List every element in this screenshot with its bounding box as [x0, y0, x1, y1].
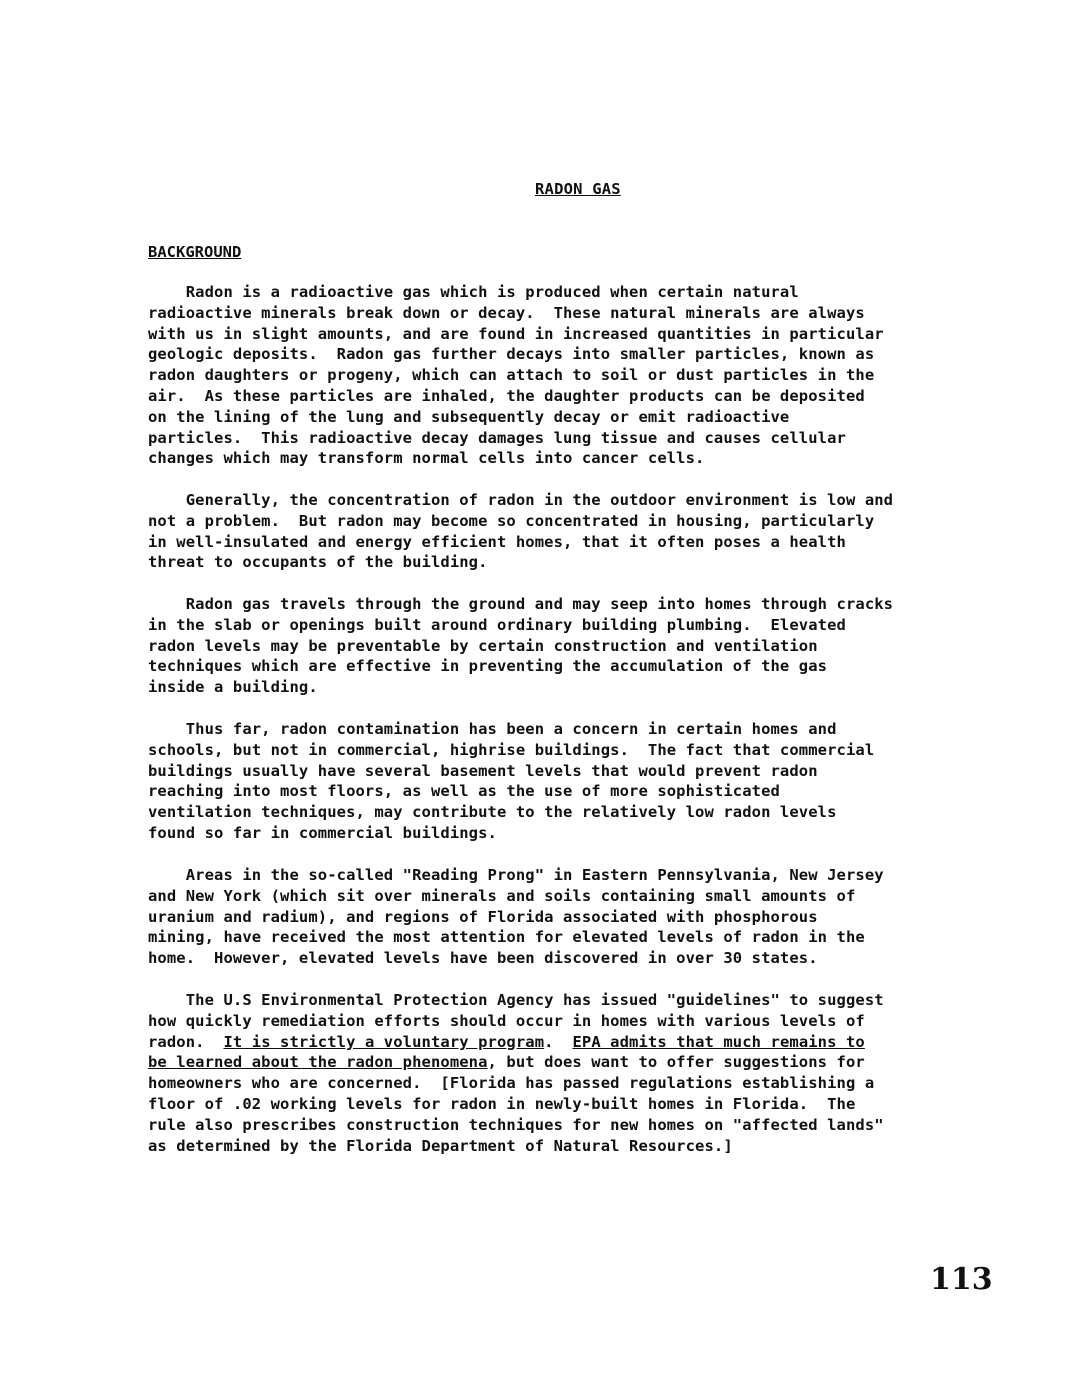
text-line	[148, 1052, 1008, 1073]
text-line: The U.S Environmental Protection Agency has issued "guidelines" to suggest	[148, 991, 884, 1009]
paragraph-5	[148, 865, 1008, 969]
text-line: in well-insulated and energy efficient homes, that it often poses a health	[148, 532, 846, 551]
paragraph-4	[148, 719, 1008, 844]
text-line: threat to occupants of the building.	[148, 553, 488, 572]
paragraph-1	[148, 282, 1008, 469]
text-line: found so far in commercial buildings.	[148, 823, 497, 842]
section-heading: BACKGROUND	[148, 243, 242, 261]
text-line: and New York (which sit over minerals and soils containing small amounts of	[148, 886, 856, 905]
text-line: air. As these particles are inhaled, the daughter products can be deposited	[148, 386, 865, 405]
text-run: .	[544, 1032, 573, 1051]
text-line: Areas in the so-called "Reading Prong" in Eastern Pennsylvania, New Jersey	[148, 866, 884, 884]
paragraph-2	[148, 490, 1008, 573]
text-line: Generally, the concentration of radon in the outdoor environment is low and	[148, 491, 894, 509]
text-line: particles. This radioactive decay damages lung tissue and causes cellular	[148, 428, 846, 447]
text-line: homeowners who are concerned. [Florida has passed regulations establishing a	[148, 1074, 875, 1093]
paragraph-3	[148, 594, 1008, 698]
text-line: radioactive minerals break down or decay. These natural minerals are always	[148, 303, 865, 322]
text-line: with us in slight amounts, and are found in increased quantities in particular	[148, 324, 884, 343]
text-line: home. However, elevated levels have been discovered in over 30 states.	[148, 949, 818, 968]
text-line: schools, but not in commercial, highrise buildings. The fact that commercial	[148, 740, 875, 759]
text-line: uranium and radium), and regions of Florida associated with phosphorous	[148, 907, 818, 926]
text-line: ventilation techniques, may contribute to the relatively low radon levels	[148, 803, 837, 822]
text-line: Radon is a radioactive gas which is produced when certain natural	[148, 283, 799, 301]
underlined-phrase-epa: EPA admits that much remains to	[572, 1032, 865, 1051]
text-line: not a problem. But radon may become so concentrated in housing, particularly	[148, 511, 875, 530]
text-line: radon levels may be preventable by certain construction and ventilation	[148, 636, 818, 655]
document-title: RADON GAS	[535, 180, 621, 198]
text-line: geologic deposits. Radon gas further decays into smaller particles, known as	[148, 345, 875, 364]
text-line: buildings usually have several basement levels that would prevent radon	[148, 761, 818, 780]
text-line: rule also prescribes construction techniques for new homes on "affected lands"	[148, 1115, 884, 1134]
underlined-phrase-voluntary: It is strictly a voluntary program	[223, 1032, 545, 1051]
page-number: 113	[930, 1262, 993, 1297]
text-run: radon.	[148, 1032, 224, 1051]
underlined-phrase-learned: be learned about the radon phenomena	[148, 1053, 488, 1072]
text-line: in the slab or openings built around ordinary building plumbing. Elevated	[148, 615, 846, 634]
text-line: changes which may transform normal cells into cancer cells.	[148, 449, 705, 468]
text-run: , but does want to offer suggestions for	[487, 1053, 865, 1072]
text-line: reaching into most floors, as well as the use of more sophisticated	[148, 782, 780, 801]
text-line: how quickly remediation efforts should occur in homes with various levels of	[148, 1011, 865, 1030]
text-line: as determined by the Florida Department of Natural Resources.]	[148, 1136, 733, 1155]
text-line: on the lining of the lung and subsequently decay or emit radioactive	[148, 407, 790, 426]
paragraph-6	[148, 990, 1008, 1156]
text-line: Thus far, radon contamination has been a concern in certain homes and	[148, 720, 837, 738]
text-line: radon daughters or progeny, which can attach to soil or dust particles in the	[148, 366, 875, 385]
text-line: floor of .02 working levels for radon in newly-built homes in Florida. The	[148, 1094, 856, 1113]
text-line: Radon gas travels through the ground and may seep into homes through cracks	[148, 595, 894, 613]
text-line	[148, 1032, 1008, 1053]
text-line: mining, have received the most attention for elevated levels of radon in the	[148, 928, 865, 947]
text-line: techniques which are effective in preventing the accumulation of the gas	[148, 657, 828, 676]
text-line: inside a building.	[148, 678, 318, 697]
